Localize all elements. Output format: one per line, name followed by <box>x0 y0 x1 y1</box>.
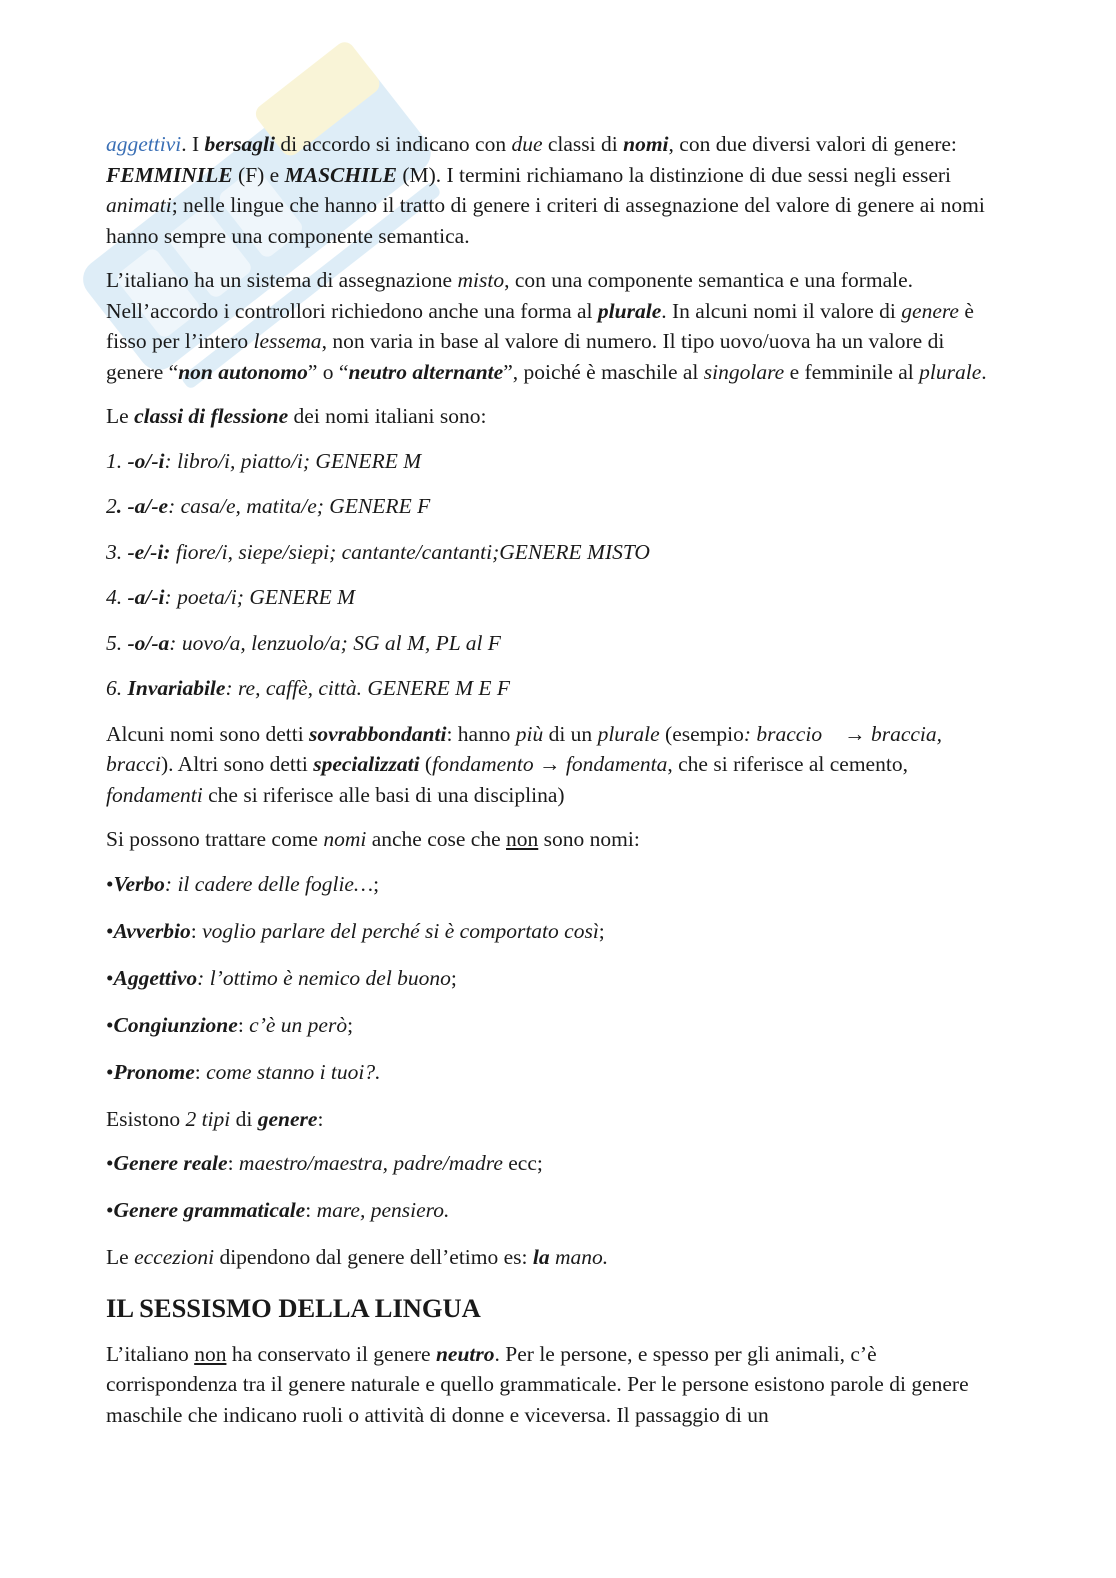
paragraph-sistema-misto: L’italiano ha un sistema di assegnazione misto, con una componente semantica e una formale. Nell’accordo i controllori richiedono anche una forma al plurale. In alcuni nomi il valore di genere è fisso per l’intero lessema, non varia in base al valore di numero. Il tipo uovo/uova ha un valore di genere “non autonomo” o “neutro alternante”, poiché è maschile al singolare e femminile al plurale. <box>106 268 987 384</box>
list-item: 4. -a/-i: poeta/i; GENERE M <box>106 585 355 609</box>
paragraph-tipi-genere: Esistono 2 tipi di genere: <box>106 1106 324 1131</box>
list-item: 3. -e/-i: fiore/i, siepe/siepi; cantante/cantanti;GENERE MISTO <box>106 539 650 564</box>
paragraph-nomi: Si possono trattare come nomi anche cose che non sono nomi: <box>106 827 640 851</box>
paragraph-sovrabbondanti: Alcuni nomi sono detti sovrabbondanti: hanno più di un plurale (esempio: braccio → braccia, bracci). Altri sono detti specializzati (fondamento → fondamenta, che si riferisce al cemento, fondamenti che si riferisce alle basi di una disciplina) <box>106 721 943 807</box>
bullet-icon: • <box>106 1059 114 1084</box>
link-aggettivi[interactable]: aggettivi <box>106 132 182 156</box>
paragraph-sessismo: L’italiano non ha conservato il genere neutro. Per le persone, e spesso per gli animali, c’è corrispondenza tra il genere naturale e quello grammaticale. Per le persone esistono parole di genere maschile che indicano ruoli o attività di donne e viceversa. Il passaggio di un <box>106 1341 969 1427</box>
bullet-item: •Avverbio: voglio parlare del perché si è comportato così; <box>106 918 605 943</box>
list-item: 5. -o/-a: uovo/a, lenzuolo/a; SG al M, PL al F <box>106 630 501 655</box>
bullet-icon: • <box>106 1012 114 1037</box>
bullet-icon: • <box>106 1198 114 1222</box>
paragraph-classi-intro: Le classi di flessione dei nomi italiani sono: <box>106 404 487 428</box>
bullet-icon: • <box>106 1151 114 1175</box>
bullet-icon: • <box>106 918 114 943</box>
document-page <box>106 129 1006 1444</box>
bullet-item: •Aggettivo: l’ottimo è nemico del buono; <box>106 965 457 990</box>
bullet-icon: • <box>106 871 114 896</box>
bullet-item: •Pronome: come stanno i tuoi?. <box>106 1059 381 1084</box>
bullet-icon: • <box>106 965 114 990</box>
bullet-item: •Verbo: il cadere delle foglie…; <box>106 871 380 896</box>
paragraph-accordo: aggettivi. I bersagli di accordo si indicano con due classi di nomi, con due diversi valori di genere: FEMMINILE (F) e MASCHILE (M). I termini richiamano la distinzione di due sessi negli esseri animati; nelle lingue che hanno il tratto di genere i criteri di assegnazione del valore di genere ai nomi hanno sempre una componente semantica. <box>106 132 985 248</box>
bullet-item: •Genere reale: maestro/maestra, padre/madre ecc; <box>106 1151 543 1175</box>
bullet-item: •Congiunzione: c’è un però; <box>106 1012 354 1037</box>
section-heading: IL SESSISMO DELLA LINGUA <box>106 1292 481 1323</box>
bullet-item: •Genere grammaticale: mare, pensiero. <box>106 1198 450 1222</box>
list-item: 2. -a/-e: casa/e, matita/e; GENERE F <box>106 494 431 518</box>
paragraph-eccezioni: Le eccezioni dipendono dal genere dell’etimo es: la mano. <box>106 1245 609 1269</box>
list-item: 6. Invariabile: re, caffè, città. GENERE M E F <box>106 676 511 700</box>
arrow-icon: → <box>844 721 866 746</box>
list-item: 1. -o/-i: libro/i, piatto/i; GENERE M <box>106 448 422 473</box>
